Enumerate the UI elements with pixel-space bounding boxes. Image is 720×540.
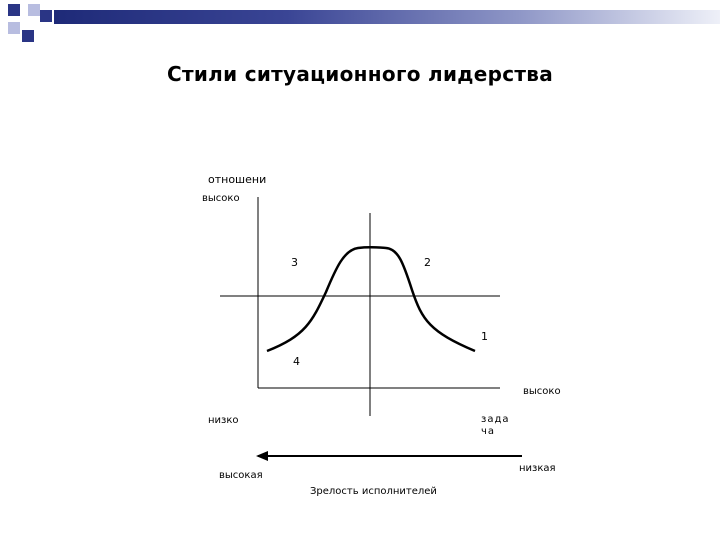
style-curve	[267, 247, 475, 351]
maturity-low-label: низкая	[519, 463, 556, 474]
y-axis-label: отношени	[208, 173, 267, 186]
maturity-high-label: высокая	[219, 470, 263, 481]
x-axis-high-label: высоко	[523, 386, 561, 397]
y-axis-high-label: высоко	[202, 193, 240, 204]
x-axis-label: задача	[481, 414, 510, 437]
quadrant-1-label: 1	[481, 330, 488, 343]
maturity-axis-label: Зрелость исполнителей	[310, 486, 437, 497]
quadrant-4-label: 4	[293, 355, 300, 368]
low-label: низко	[208, 415, 239, 426]
maturity-arrowhead	[256, 451, 268, 461]
quadrant-2-label: 2	[424, 256, 431, 269]
quadrant-3-label: 3	[291, 256, 298, 269]
slide-title: Стили ситуационного лидерства	[166, 62, 553, 86]
